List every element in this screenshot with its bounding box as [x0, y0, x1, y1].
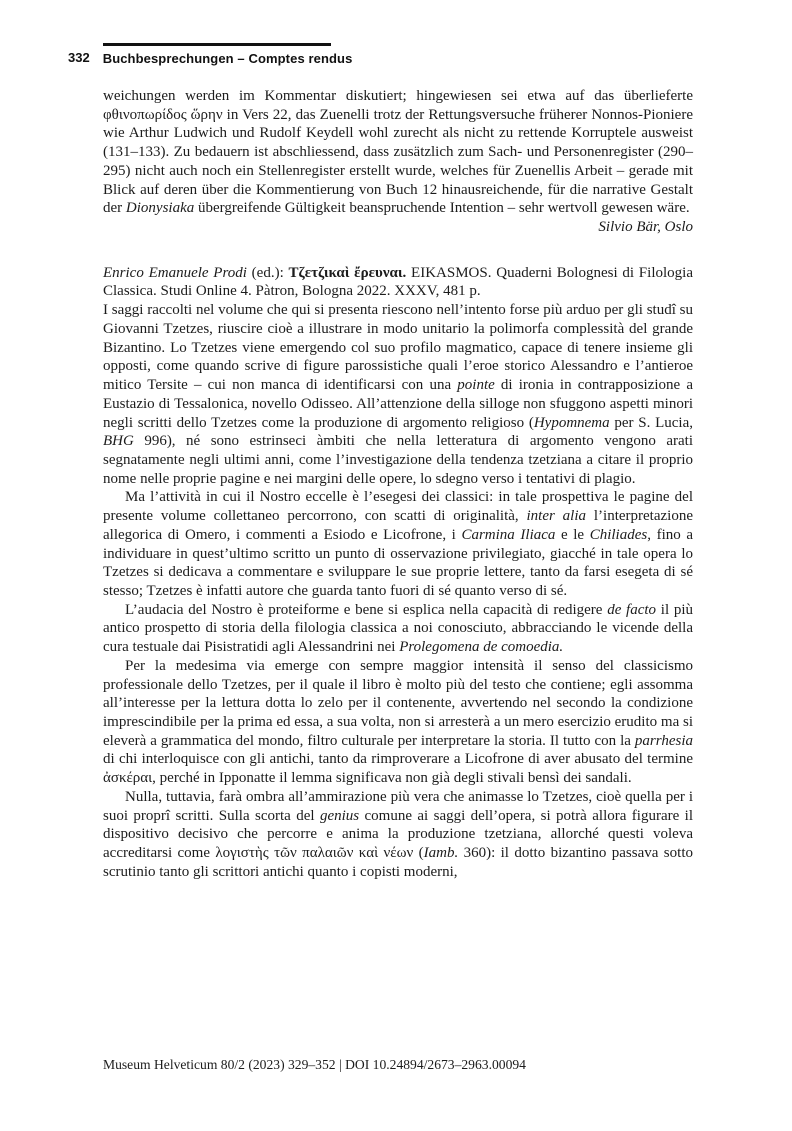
text-run: il più antico prospetto di storia della filologia classica a noi conosciuto, abbracciando le vicende della cura testuale dai Pisistratidi agli Alessandrini nei	[103, 601, 693, 656]
review-paragraph	[103, 601, 693, 657]
text-run: Dionysiaka	[125, 200, 195, 217]
text-run: genius	[319, 807, 360, 824]
page-number: 332	[68, 49, 90, 65]
text-run: 996), né sono estrinseci àmbiti che nella letteratura di argomento vengono arati segnatamente negli ultimi anni, come l’investigazione della tendenza tzetziana a citare il proprio nome nelle proprie pagine e nei margini delle opere, lo sdegno verso i tentativi di plagio.	[103, 433, 693, 487]
text-run: 360): il dotto bizantino passava sotto scrutinio tanto gli scrittori antichi quanto i copisti moderni,	[103, 845, 693, 880]
running-header	[68, 43, 352, 66]
text-run: parrhesia	[634, 732, 693, 749]
text-run: Carmina Iliaca	[461, 526, 556, 543]
review-paragraph-continuation	[103, 87, 693, 218]
review-heading	[103, 264, 693, 301]
text-run: Enrico Emanuele Prodi	[103, 264, 247, 281]
review-paragraph	[103, 301, 693, 488]
text-run: Per la medesima via emerge con sempre maggior intensità il senso del classicismo professionale dello Tzetzes, per il quale il libro è molto più del testo che contiene; egli assomma all’interesse per la lettura dotta lo zelo per il contenente, avvertendo nel secondo la condizione imprescindibile per la prima ed essa, a sua volta, non si arresterà a un mero esercizio erudito ma si eleverà a grammatica del mondo, filtro culturale per interpretare la storia. Il tutto con la	[103, 657, 693, 749]
text-run: Iamb.	[423, 845, 459, 862]
review-paragraph	[103, 788, 693, 882]
text-run: Nulla, tuttavia, farà ombra all’ammirazione più vera che animasse lo Tzetzes, cioè quella per i suoi proprî scritti. Sulla scorta del	[103, 788, 693, 824]
text-run: l’interpretazione allegorica di Omero, i commenti a Esiodo e Licofrone, i	[103, 508, 693, 543]
text-run: de facto	[607, 601, 657, 618]
text-run: übergreifende Gültigkeit beanspruchende Intention – sehr wertvoll gewesen wäre.	[194, 200, 690, 217]
text-run: Hypomnema	[533, 414, 610, 431]
text-run: di ironia in contrapposizione a Eustazio di Tessalonica, novello Odisseo. All’attenzione della silloge non sfuggono aspetti minori negli scritti dello Tzetzes come la produzione di argomento religioso (	[103, 377, 693, 431]
text-run: EIKASMOS. Quaderni Bolognesi di Filologia Classica. Studi Online 4. Pàtron, Bologna 2022. XXXV, 481 p.	[103, 264, 693, 300]
text-run: pointe	[457, 377, 495, 394]
journal-footer: Museum Helveticum 80/2 (2023) 329–352 | DOI 10.24894/2673–2963.00094	[103, 1057, 526, 1072]
text-run: comune ai saggi dell’opera, si potrà allora figurare il dispositivo decisivo che percorre e anima la produzione tzetziana, allorché questi voleva accreditarsi come λογιστὴς τῶν παλαιῶν καὶ νέων (	[103, 807, 693, 862]
text-run: Chiliades	[589, 526, 648, 543]
section-title: Buchbesprechungen – Comptes rendus	[102, 50, 353, 66]
text-run: I saggi raccolti nel volume che qui si presenta riescono nell’intento forse più arduo per gli studî su Giovanni Tzetzes, riuscire cioè a illustrare in modo unitario la polimorfa complessità del grande Bizantino. Lo Tzetzes viene emergendo col suo profilo magmatico, capace di tenere insieme gli opposti, come quando scrive di figure parossistiche quali l’eroe storico Alessandro e l’antieroe mitico Tersite – cui non manca di identificarsi con una	[103, 302, 693, 394]
text-run: e le	[555, 526, 590, 543]
text-run: per S. Lucia,	[609, 414, 693, 431]
text-run: Ma l’attività in cui il Nostro eccelle è l’esegesi dei classici: in tale prospettiva le pagine del presente volume collettaneo percorrono, con scatti di originalità,	[103, 489, 693, 525]
text-run: weichungen werden im Kommentar diskutiert; hingewiesen sei etwa auf das überlieferte φθινοπωρίδος ὥρην in Vers 22, das Zuenelli trotz der Rettungsversuche früherer Nonnos-Pioniere wie Arthur Ludwich und Rudolf Keydell wohl zurecht als nicht zu rettende Korruptele ausweist (131–133). Zu bedauern ist abschliessend, dass zusätzlich zum Sach- und Personenregister (290–295) nicht auch noch ein Stellenregister erstellt wurde, welches für Zuenellis Arbeit – gerade mit Blick auf deren über die Kommentierung von Buch 12 hinausreichende, für die narrative Gestalt der	[103, 88, 693, 217]
text-run: (ed.):	[246, 264, 289, 281]
review-paragraph	[103, 488, 693, 600]
text-run: di chi interloquisce con gli antichi, tanto da rimproverare a Licofrone di aver abusato del termine ἀσκέραι, perché in Ipponatte il lemma significava non già degli stivali bensì dei sandali.	[103, 751, 693, 787]
text-run: L’audacia del Nostro è proteiforme e bene si esplica nella capacità di redigere	[125, 601, 608, 618]
header-title-block	[103, 43, 353, 66]
text-run: Τζετζικαὶ ἔρευναι.	[288, 264, 407, 281]
review-paragraph	[103, 657, 693, 788]
text-run: BHG	[103, 433, 134, 450]
document-body	[103, 87, 693, 881]
text-run: Prolegomena de comoedia.	[399, 639, 564, 656]
section-gap	[103, 237, 693, 264]
text-run: inter alia	[526, 508, 587, 525]
header-rule	[103, 43, 331, 46]
text-run: , fino a individuare in quest’ultimo scritto un punto di osservazione privilegiato, giacché in tale opera lo Tzetzes si dedicava a commentare e sviluppare le sue proprie lettere, tanto da farsi esegeta di sé stesso; Tzetzes è infatti autore che guarda tanto fuori di sé quanto verso di sé.	[103, 526, 693, 599]
reviewer-signature: Silvio Bär, Oslo	[598, 219, 693, 236]
